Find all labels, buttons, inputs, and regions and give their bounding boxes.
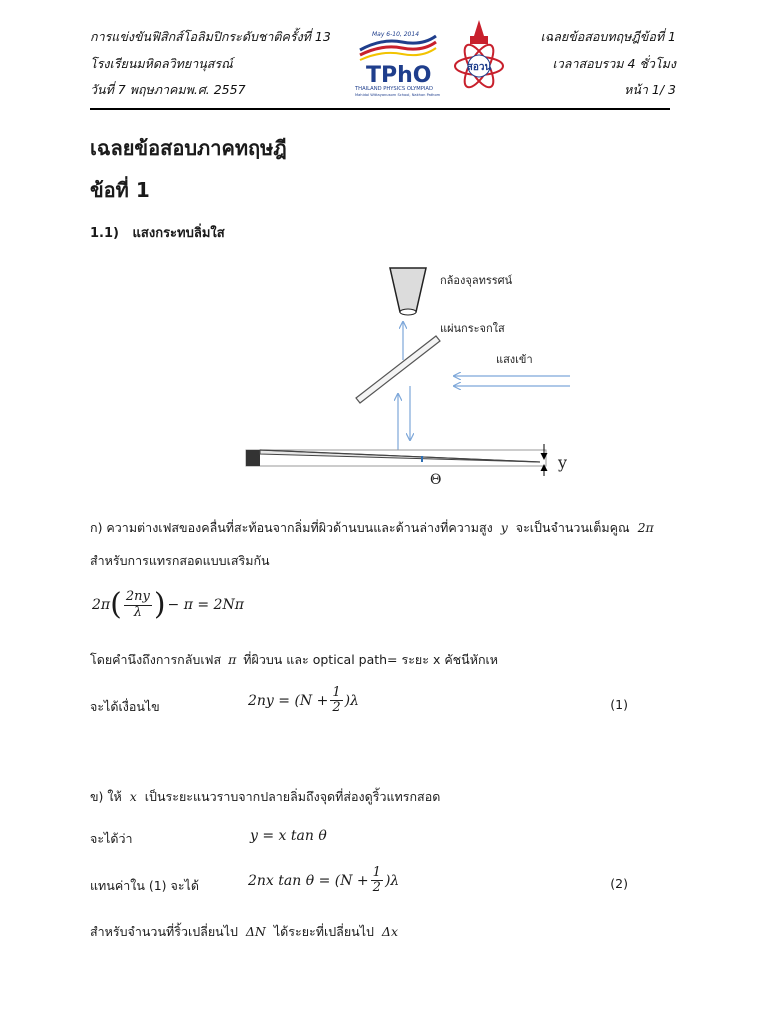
last-text-b: ได้ระยะที่เปลี่ยนไป <box>273 924 374 939</box>
substitute-label: แทนค่าใน (1) จะได้ <box>90 878 199 893</box>
tpho-logo-sub: Mahidol Wittayanusorn School, Nakhon Pathom <box>355 93 441 97</box>
condition-label: จะได้เงื่อนไข <box>90 699 160 714</box>
incoming-label: แสงเข้า <box>496 353 533 366</box>
microscope-label: กล้องจุลทรรศน์ <box>440 274 513 287</box>
theta-label: Θ <box>430 472 442 488</box>
equation-phase: 2π ( $\frac{2ny}{\lambda}$ ) − π = 2Nπ <box>92 587 244 622</box>
delta-x: Δx <box>381 924 398 939</box>
eq0-prefix: 2π <box>92 597 111 613</box>
part-b-text-a: ข) ให้ <box>90 789 122 804</box>
tpho-logo-text: TPhO <box>366 63 432 88</box>
eq2-fraction: $\frac{1}{2}$ <box>372 865 381 896</box>
section-title: แสงกระทบลิ่มใส <box>132 226 225 241</box>
header-duration: เวลาสอบรวม 4 ชั่วโมง <box>552 56 676 71</box>
microscope-shape <box>390 268 426 312</box>
two-pi: 2π <box>637 520 654 535</box>
eq0-fraction: $\frac{2ny}{\lambda}$ <box>125 589 150 620</box>
wedge-spacer <box>246 450 260 466</box>
seal-logo-text: สอวน <box>466 62 492 73</box>
note-line <box>90 650 498 670</box>
last-line <box>90 922 398 942</box>
equation-2-number: (2) <box>610 876 628 891</box>
note-pi: π <box>228 652 237 667</box>
var-y: y <box>500 520 508 535</box>
header-rule <box>90 108 670 110</box>
part-a-text-b: จะเป็นจำนวนเต็มคูณ <box>515 520 630 535</box>
delta-n: ΔN <box>245 924 266 939</box>
wedge-diagram <box>240 262 580 494</box>
header-doc-title: เฉลยข้อสอบทฤษฎีข้อที่ 1 <box>540 29 676 44</box>
page-title: เฉลยข้อสอบภาคทฤษฎี <box>90 136 287 160</box>
last-text-a: สำหรับจำนวนที่ริ้วเปลี่ยนไป <box>90 924 238 939</box>
equation-2: 2nx tan θ = (N + $\frac{1}{2}$ )λ <box>248 865 400 896</box>
note-text-a: โดยคำนึงถึงการกลับเฟส <box>90 652 222 667</box>
get-label: จะได้ว่า <box>90 831 133 846</box>
part-a-line1 <box>90 518 654 538</box>
header-competition: การแข่งขันฟิสิกส์โอลิมปิกระดับชาติครั้งที่ 13 <box>90 29 331 44</box>
equation-1: 2ny = (N + $\frac{1}{2}$ )λ <box>248 685 359 716</box>
section-number: 1.1) <box>90 226 119 241</box>
eq0-suffix: − π = 2Nπ <box>167 597 244 613</box>
tpho-logo-caption: THAILAND PHYSICS OLYMPIAD <box>355 86 433 92</box>
tpho-logo-date: May 6-10, 2014 <box>372 31 420 38</box>
part-a-text: ก) ความต่างเฟสของคลื่นที่สะท้อนจากลิ่มที่ผิวด้านบนและด้านล่างที่ความสูง <box>90 520 493 535</box>
y-label: y <box>558 453 568 472</box>
glass-label: แผ่นกระจกใส <box>440 322 505 335</box>
note-text-b: ที่ผิวบน และ optical path= ระยะ x คัชนีหักเห <box>243 652 499 667</box>
section-heading <box>90 222 225 243</box>
glass-plate-shape <box>356 336 440 403</box>
part-a-line2: สำหรับการแทรกสอดแบบเสริมกัน <box>90 553 270 568</box>
var-x: x <box>129 789 137 804</box>
header-date: วันที่ 7 พฤษภาคมพ.ศ. 2557 <box>90 82 246 97</box>
header-page: หน้า 1/ 3 <box>624 82 676 97</box>
equation-1-number: (1) <box>610 697 628 712</box>
part-b-line <box>90 787 440 807</box>
eq1-fraction: $\frac{1}{2}$ <box>332 685 341 716</box>
part-b-text-b: เป็นระยะแนวราบจากปลายลิ่มถึงจุดที่ส่องดูริ้วแทรกสอด <box>144 789 441 804</box>
header-school: โรงเรียนมหิดลวิทยานุสรณ์ <box>90 56 233 71</box>
question-title: ข้อที่ 1 <box>90 178 150 202</box>
equation-y: y = x tan θ <box>250 828 327 844</box>
school-seal-logo <box>448 18 510 96</box>
tpho-logo <box>352 28 444 98</box>
